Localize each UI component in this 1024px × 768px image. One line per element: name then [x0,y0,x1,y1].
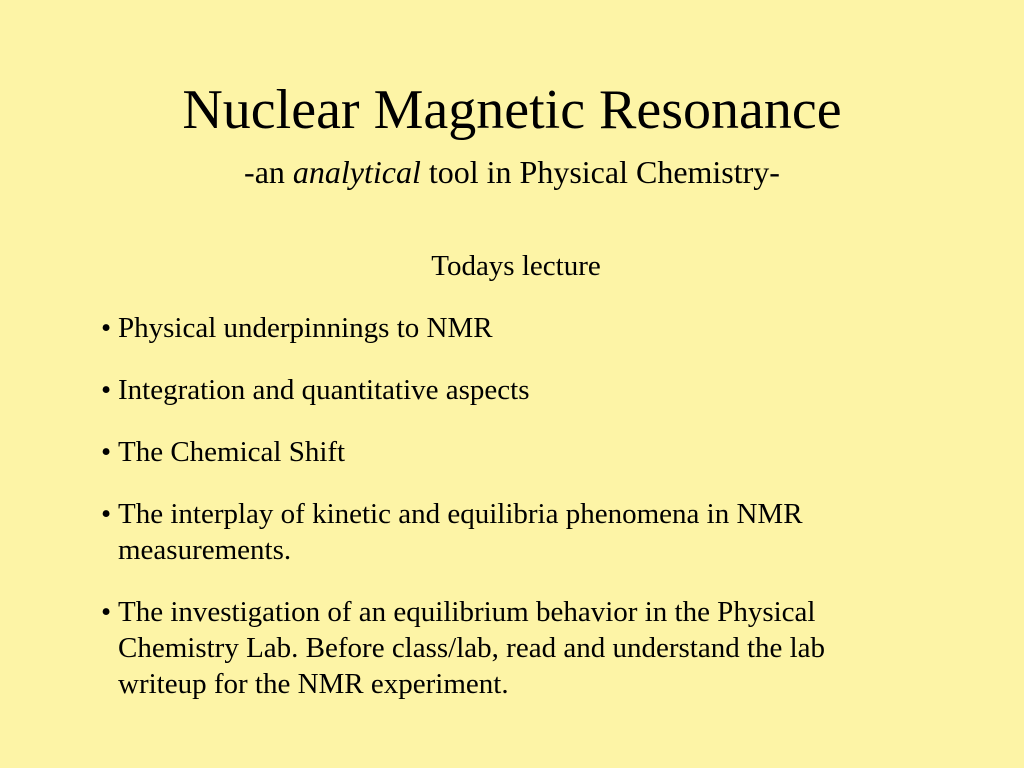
topic-item [101,594,858,702]
topic-item [101,434,1001,470]
topic-item [101,310,1001,346]
bullet-icon: • [101,374,112,406]
topic-item [101,496,948,568]
slide-subtitle [0,152,1024,192]
topic-text: The investigation of an equilibrium behavior in the Physical Chemistry Lab. Before class/lab, read and understand the lab writeup for the NMR experiment. [118,596,826,700]
bullet-icon: • [101,436,112,468]
topic-item [101,372,1001,408]
slide-title: Nuclear Magnetic Resonance [182,79,842,141]
lecture-topics-list [101,310,1001,702]
topic-text: Integration and quantitative aspects [118,374,530,406]
topic-text: The Chemical Shift [118,436,346,468]
topic-text: The interplay of kinetic and equilibria phenomena in NMR measurements. [118,498,803,566]
topic-text: Physical underpinnings to NMR [118,312,493,344]
bullet-icon: • [101,498,112,530]
subtitle-emphasis: analytical [292,154,421,190]
lecture-heading: Todays lecture [431,250,601,282]
bullet-icon: • [101,312,112,344]
subtitle-prefix: -an [244,154,293,190]
subtitle-suffix: tool in Physical Chemistry- [420,154,780,190]
bullet-icon: • [101,596,112,628]
